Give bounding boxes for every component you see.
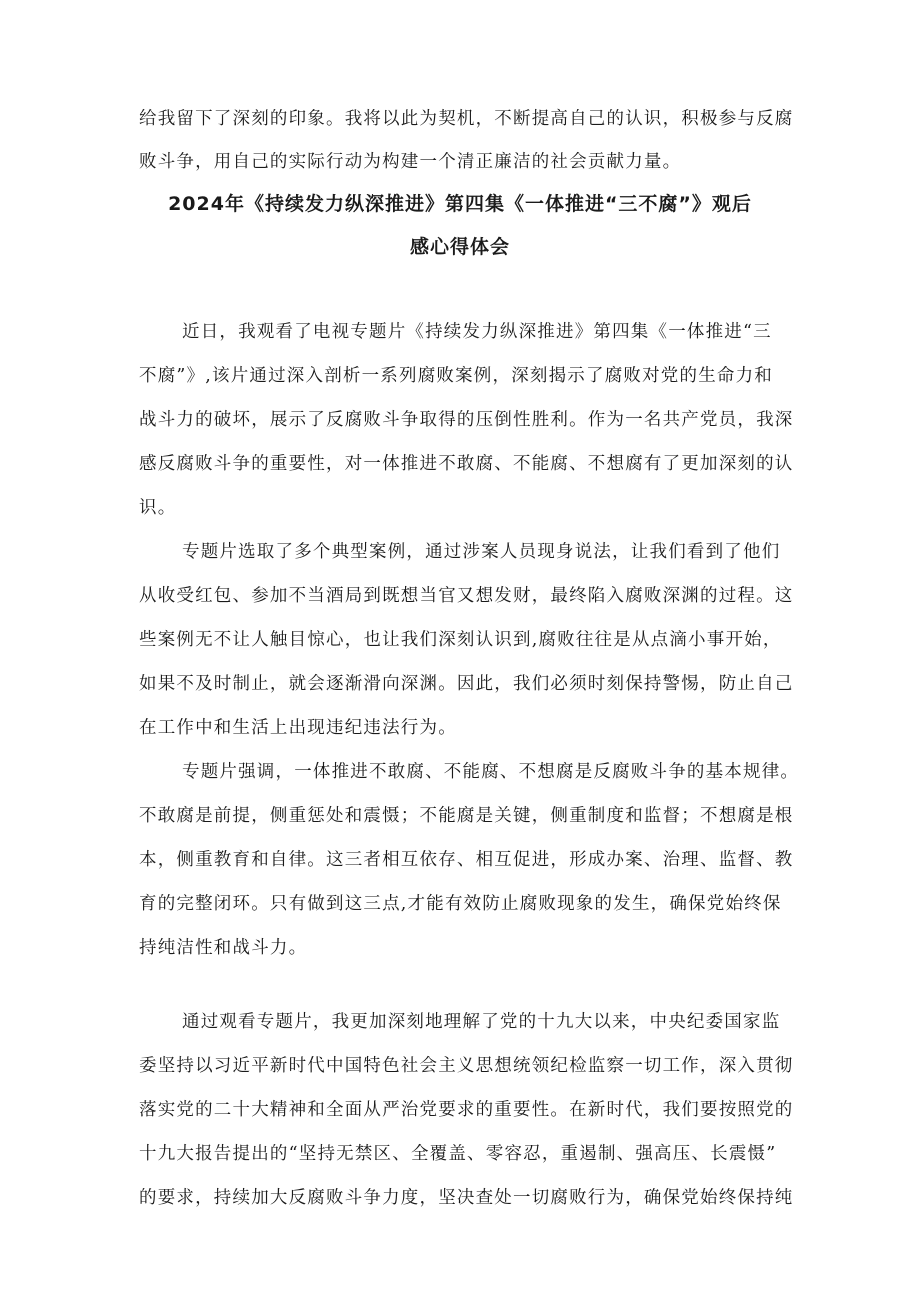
paragraph-3-line-5: 持纯洁性和战斗力。 bbox=[139, 938, 308, 958]
article-title-line-2: 感心得体会 bbox=[409, 236, 510, 258]
paragraph-4-line-2: 委坚持以习近平新时代中国特色社会主义思想统领纪检监察一切工作，深入贯彻 bbox=[139, 1056, 794, 1076]
paragraph-2-line-5: 在工作中和生活上出现违纪违法行为。 bbox=[139, 718, 457, 738]
paragraph-1-line-2: 不腐”》,该片通过深入剖析一系列腐败案例，深刻揭示了腐败对党的生命力和 bbox=[139, 366, 774, 386]
paragraph-2-line-1: 专题片选取了多个典型案例，通过涉案人员现身说法，让我们看到了他们 bbox=[182, 542, 781, 562]
paragraph-2-line-3: 些案例无不让人触目惊心，也让我们深刻认识到,腐败往往是从点滴小事开始， bbox=[139, 630, 782, 650]
paragraph-1-line-4: 感反腐败斗争的重要性，对一体推进不敢腐、不能腐、不想腐有了更加深刻的认 bbox=[139, 454, 794, 474]
paragraph-4-line-3: 落实党的二十大精神和全面从严治党要求的重要性。在新时代，我们要按照党的 bbox=[139, 1100, 794, 1120]
paragraph-4-line-5: 的要求，持续加大反腐败斗争力度，坚决查处一切腐败行为，确保党始终保持纯 bbox=[139, 1188, 794, 1208]
paragraph-4-line-4: 十九大报告提出的“坚持无禁区、全覆盖、零容忍，重遏制、强高压、长震慑” bbox=[139, 1144, 777, 1164]
paragraph-4-line-1: 通过观看专题片，我更加深刻地理解了党的十九大以来，中央纪委国家监 bbox=[182, 1012, 781, 1032]
paragraph-3-line-3: 本，侧重教育和自律。这三者相互依存、相互促进，形成办案、治理、监督、教 bbox=[139, 850, 794, 870]
article-title-line-1: 2024年《持续发力纵深推进》第四集《一体推进“三不腐”》观后 bbox=[168, 193, 752, 215]
paragraph-1-line-3: 战斗力的破坏，展示了反腐败斗争取得的压倒性胜利。作为一名共产党员，我深 bbox=[139, 410, 794, 430]
paragraph-3-line-2: 不敢腐是前提，侧重惩处和震慑；不能腐是关键，侧重制度和监督；不想腐是根 bbox=[139, 806, 794, 826]
paragraph-2-line-4: 如果不及时制止，就会逐渐滑向深渊。因此，我们必须时刻保持警惕，防止自己 bbox=[139, 674, 794, 694]
paragraph-3-line-4: 育的完整闭环。只有做到这三点,才能有效防止腐败现象的发生，确保党始终保 bbox=[139, 894, 782, 914]
paragraph-2-line-2: 从收受红包、参加不当酒局到既想当官又想发财，最终陷入腐败深渊的过程。这 bbox=[139, 586, 794, 606]
intro-line-1: 给我留下了深刻的印象。我将以此为契机，不断提高自己的认识，积极参与反腐 bbox=[139, 109, 794, 129]
paragraph-3-line-1: 专题片强调，一体推进不敢腐、不能腐、不想腐是反腐败斗争的基本规律。 bbox=[182, 762, 800, 782]
paragraph-1-line-5: 识。 bbox=[139, 498, 177, 518]
intro-line-2: 败斗争，用自己的实际行动为构建一个清正廉洁的社会贡献力量。 bbox=[139, 152, 682, 172]
paragraph-1-line-1: 近日，我观看了电视专题片《持续发力纵深推进》第四集《一体推进“三 bbox=[182, 322, 772, 342]
